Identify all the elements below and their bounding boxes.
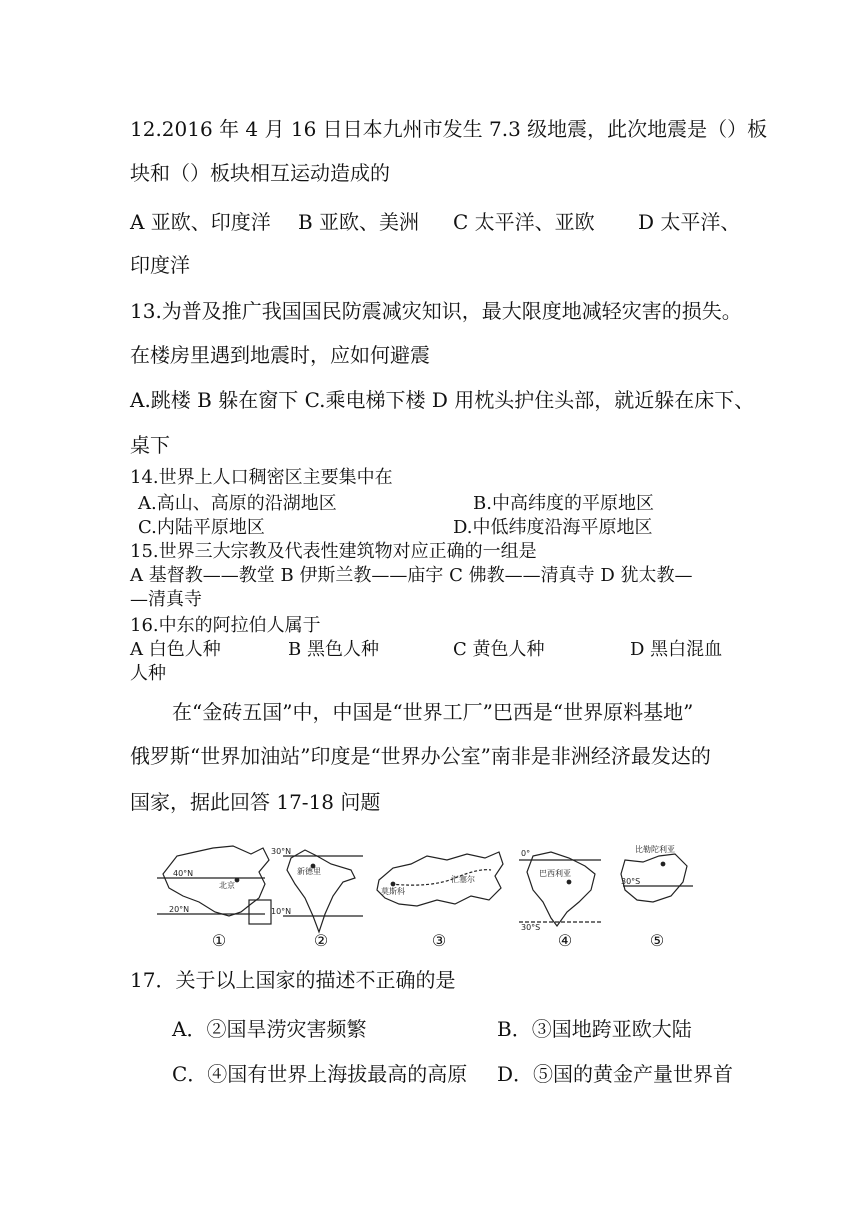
map-india: [283, 850, 363, 932]
map2-city: 新德里: [297, 867, 321, 876]
pretoria-marker: [661, 862, 665, 866]
beijing-marker: [235, 878, 239, 882]
map4-city: 巴西利亚: [539, 869, 571, 878]
q13-line2: 在楼房里遇到地震时，应如何避震: [130, 343, 430, 367]
map1-lat-40n: 40°N: [173, 869, 194, 878]
q13-options-cont: 桌下: [130, 433, 170, 457]
map-number-1: ①: [211, 931, 227, 950]
q14-option-d: D.中低纬度沿海平原地区: [453, 517, 653, 538]
map4-lat-0: 0°: [521, 849, 531, 858]
q12-line2: 块和（）板块相互运动造成的: [130, 161, 390, 185]
map-number-3: ③: [431, 931, 447, 950]
q12-option-b: B 亚欧、美洲: [298, 210, 420, 234]
map5-lat-30s: 30°S: [621, 877, 641, 886]
q12-line1: 12.2016 年 4 月 16 日日本九州市发生 7.3 级地震，此次地震是（）板: [130, 117, 768, 141]
q16-option-a: A 白色人种: [130, 639, 221, 660]
india-outline: [287, 850, 355, 932]
russia-outline: [377, 852, 503, 906]
q13-line1: 13.为普及推广我国国民防震减灾知识，最大限度地减轻灾害的损失。: [130, 299, 742, 323]
q17-option-c: C．④国有世界上海拔最高的高原: [172, 1062, 468, 1086]
map-number-5: ⑤: [649, 931, 665, 950]
map-number-2: ②: [313, 931, 329, 950]
q15-stem: 15.世界三大宗教及代表性建筑物对应正确的一组是: [130, 541, 537, 562]
map2-lat-30n: 30°N: [271, 847, 292, 856]
map-number-4: ④: [557, 931, 573, 950]
q15-options: A 基督教——教堂 B 伊斯兰教——庙宇 C 佛教——清真寺 D 犹太教—: [130, 565, 693, 586]
q17-option-a: A．②国旱涝灾害频繁: [172, 1017, 367, 1041]
q12-option-a: A 亚欧、印度洋: [130, 210, 271, 234]
q14-option-b: B.中高纬度的平原地区: [473, 493, 654, 514]
q16-option-d: D 黑白混血: [630, 639, 723, 660]
map1-lat-20n: 20°N: [169, 905, 190, 914]
q16-option-c: C 黄色人种: [453, 639, 545, 660]
q13-options: A.跳楼 B 躲在窗下 C.乘电梯下楼 D 用枕头护住头部，就近躲在床下、: [130, 388, 755, 412]
q12-option-d-cont: 印度洋: [130, 253, 190, 277]
brics-maps-figure: [155, 842, 715, 950]
map-russia: [377, 852, 503, 906]
q16-option-d-cont: 人种: [130, 663, 166, 684]
intro-line3: 国家，据此回答 17-18 问题: [130, 790, 381, 814]
q14-option-a: A.高山、高原的沿湖地区: [138, 493, 337, 514]
map3-city-1: 莫斯科: [381, 887, 405, 896]
q14-stem: 14.世界上人口稠密区主要集中在: [130, 467, 393, 488]
brics-maps-svg: [155, 842, 715, 950]
q17-option-b: B．③国地跨亚欧大陆: [497, 1017, 692, 1041]
brazil-outline: [527, 852, 595, 926]
q16-option-b: B 黑色人种: [288, 639, 379, 660]
q17-option-d: D．⑤国的黄金产量世界首: [497, 1062, 734, 1086]
q17-stem: 17．关于以上国家的描述不正确的是: [130, 968, 456, 992]
map5-city: 比勒陀利亚: [635, 845, 675, 854]
intro-line1: 在“金砖五国”中，中国是“世界工厂”巴西是“世界原料基地”: [172, 700, 694, 724]
moscow-marker: [391, 882, 395, 886]
q16-stem: 16.中东的阿拉伯人属于: [130, 615, 321, 636]
q12-option-c: C 太平洋、亚欧: [453, 210, 595, 234]
map-brazil: [519, 852, 601, 926]
russia-railway: [391, 870, 491, 885]
map4-lat-30s: 30°S: [521, 923, 541, 932]
intro-line2: 俄罗斯“世界加油站”印度是“世界办公室”南非是非洲经济最发达的: [130, 744, 711, 768]
brasilia-marker: [567, 880, 571, 884]
q15-options-cont: —清真寺: [130, 589, 202, 610]
q12-option-d: D 太平洋、: [638, 210, 741, 234]
map1-city: 北京: [219, 881, 235, 890]
map2-lat-10n: 10°N: [271, 907, 292, 916]
map3-city-2: 汇塞尔: [451, 875, 475, 884]
q14-option-c: C.内陆平原地区: [138, 517, 265, 538]
